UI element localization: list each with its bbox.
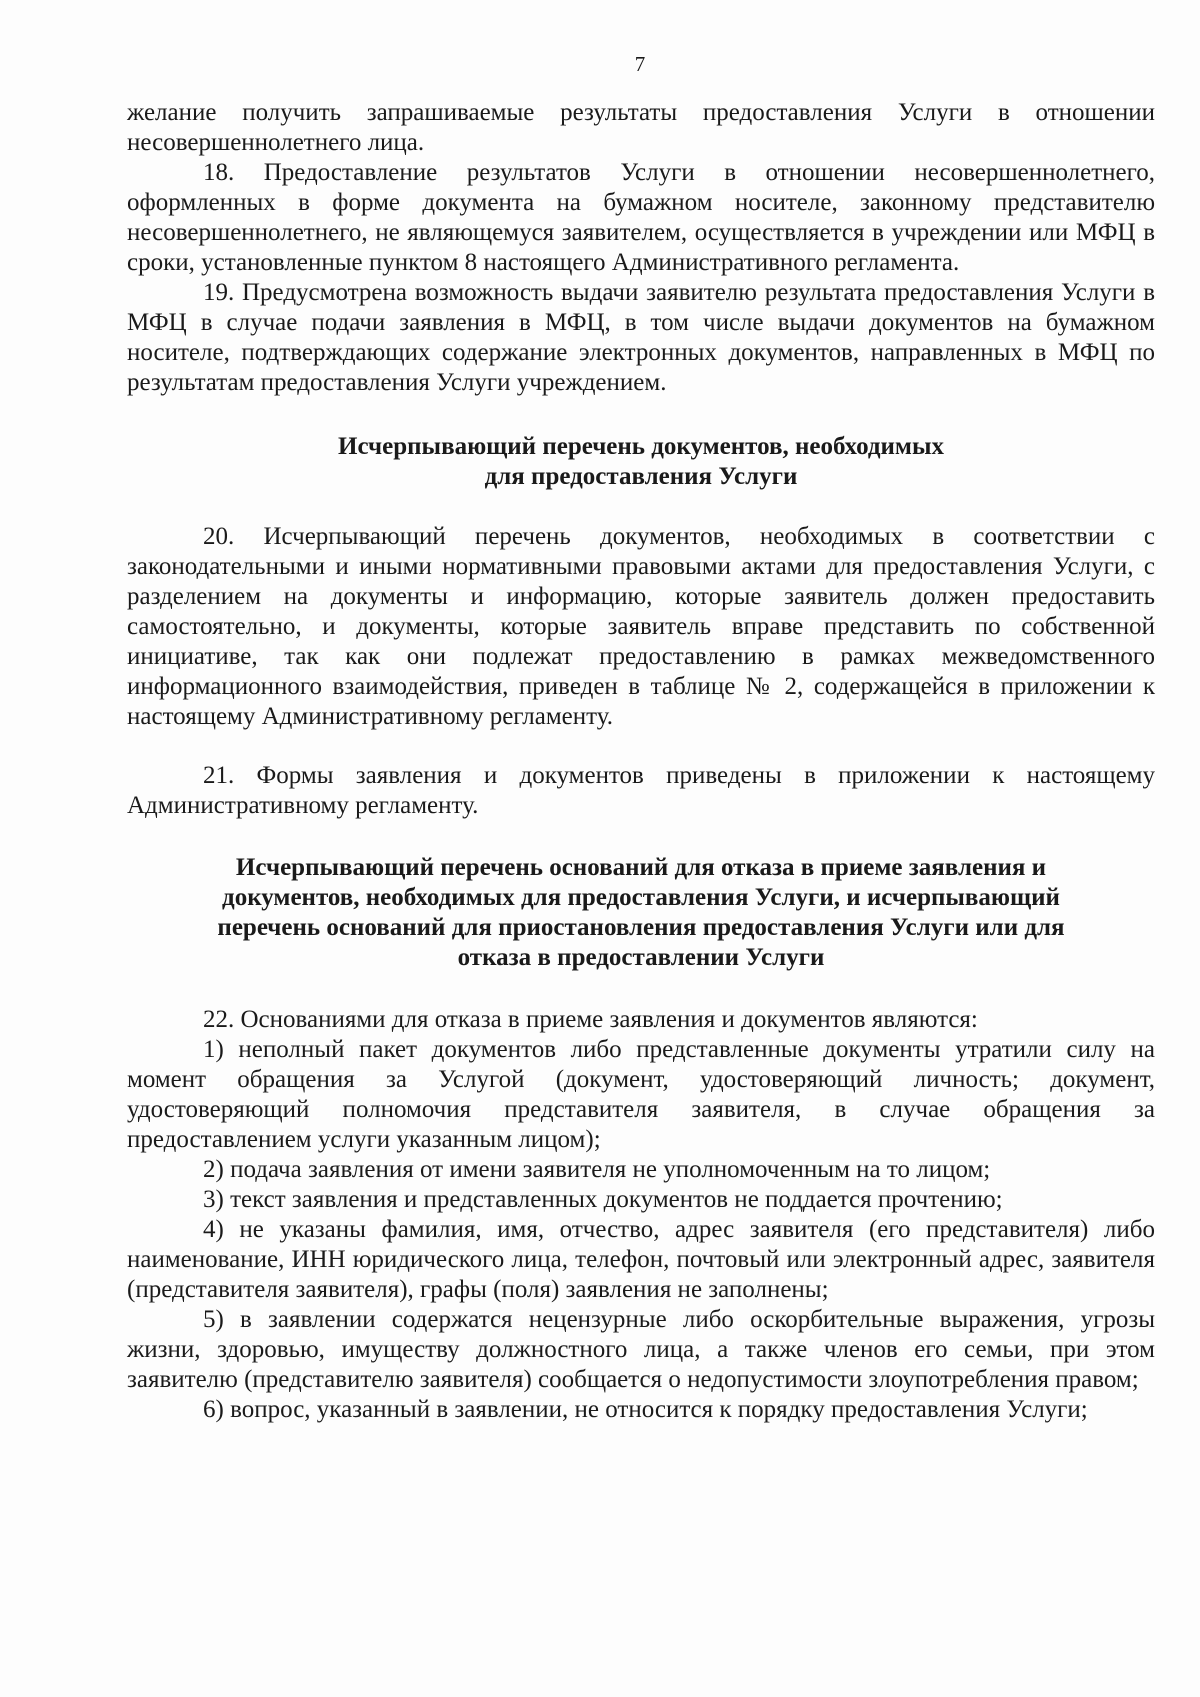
section-heading-refusal-grounds xyxy=(127,853,1155,973)
list-item-22-4: 4) не указаны фамилия, имя, отчество, адрес заявителя (его представителя) либо наименование, ИНН юридического лица, телефон, почтовый или электронный адрес, заявителя (представителя заявителя), графы (поля) заявления не заполнены; xyxy=(127,1216,1155,1303)
list-item-22-3: 3) текст заявления и представленных документов не поддается прочтению; xyxy=(203,1186,1003,1213)
list-item-22-5: 5) в заявлении содержатся нецензурные либо оскорбительные выражения, угрозы жизни, здоровью, имуществу должностного лица, а также членов его семьи, при этом заявителю (представителю заявителя) сообщается о недопустимости злоупотребления правом; xyxy=(127,1306,1155,1393)
paragraph-19: 19. Предусмотрена возможность выдачи заявителю результата предоставления Услуги в МФЦ в случае подачи заявления в МФЦ, в том числе выдачи документов на бумажном носителе, подтверждающих содержание электронных документов, направленных в МФЦ по результатам предоставления Услуги учреждением. xyxy=(127,279,1155,396)
paragraph-21: 21. Формы заявления и документов приведены в приложении к настоящему Административному регламенту. xyxy=(127,762,1155,819)
paragraph-22: 22. Основаниями для отказа в приеме заявления и документов являются: xyxy=(203,1006,978,1033)
list-item-22-6: 6) вопрос, указанный в заявлении, не относится к порядку предоставления Услуги; xyxy=(203,1396,1088,1423)
heading-line: перечень оснований для приостановления предоставления Услуги или для xyxy=(217,914,1065,941)
heading-line: Исчерпывающий перечень оснований для отказа в приеме заявления и xyxy=(235,854,1047,881)
heading-line: документов, необходимых для предоставления Услуги, и исчерпывающий xyxy=(222,884,1060,911)
list-item-22-1: 1) неполный пакет документов либо представленные документы утратили силу на момент обращения за Услугой (документ, удостоверяющий личность; документ, удостоверяющий полномочия представителя заявителя, в случае обращения за предоставлением услуги указанным лицом); xyxy=(127,1036,1155,1153)
section-heading-documents xyxy=(127,432,1155,492)
document-body xyxy=(127,98,1155,1425)
paragraph-18: 18. Предоставление результатов Услуги в отношении несовершеннолетнего, оформленных в форме документа на бумажном носителе, законному представителю несовершеннолетнего, не являющемуся заявителем, осуществляется в учреждении или МФЦ в сроки, установленные пунктом 8 настоящего Административного регламента. xyxy=(127,159,1155,276)
list-item-22-2: 2) подача заявления от имени заявителя не уполномоченным на то лицом; xyxy=(203,1156,991,1183)
heading-line: отказа в предоставлении Услуги xyxy=(457,944,825,971)
paragraph-20: 20. Исчерпывающий перечень документов, необходимых в соответствии с законодательными и иными нормативными правовыми актами для предоставления Услуги, с разделением на документы и информацию, которые заявитель должен предоставить самостоятельно, и документы, которые заявитель вправе представить по собственной инициативе, так как они подлежат предоставлению в рамках межведомственного информационного взаимодействия, приведен в таблице № 2, содержащейся в приложении к настоящему Административному регламенту. xyxy=(127,523,1155,730)
heading-line: Исчерпывающий перечень документов, необходимых xyxy=(338,433,944,460)
page-number: 7 xyxy=(634,52,646,76)
heading-line: для предоставления Услуги xyxy=(484,463,798,490)
paragraph-continuation: желание получить запрашиваемые результаты предоставления Услуги в отношении несовершеннолетнего лица. xyxy=(127,99,1155,156)
